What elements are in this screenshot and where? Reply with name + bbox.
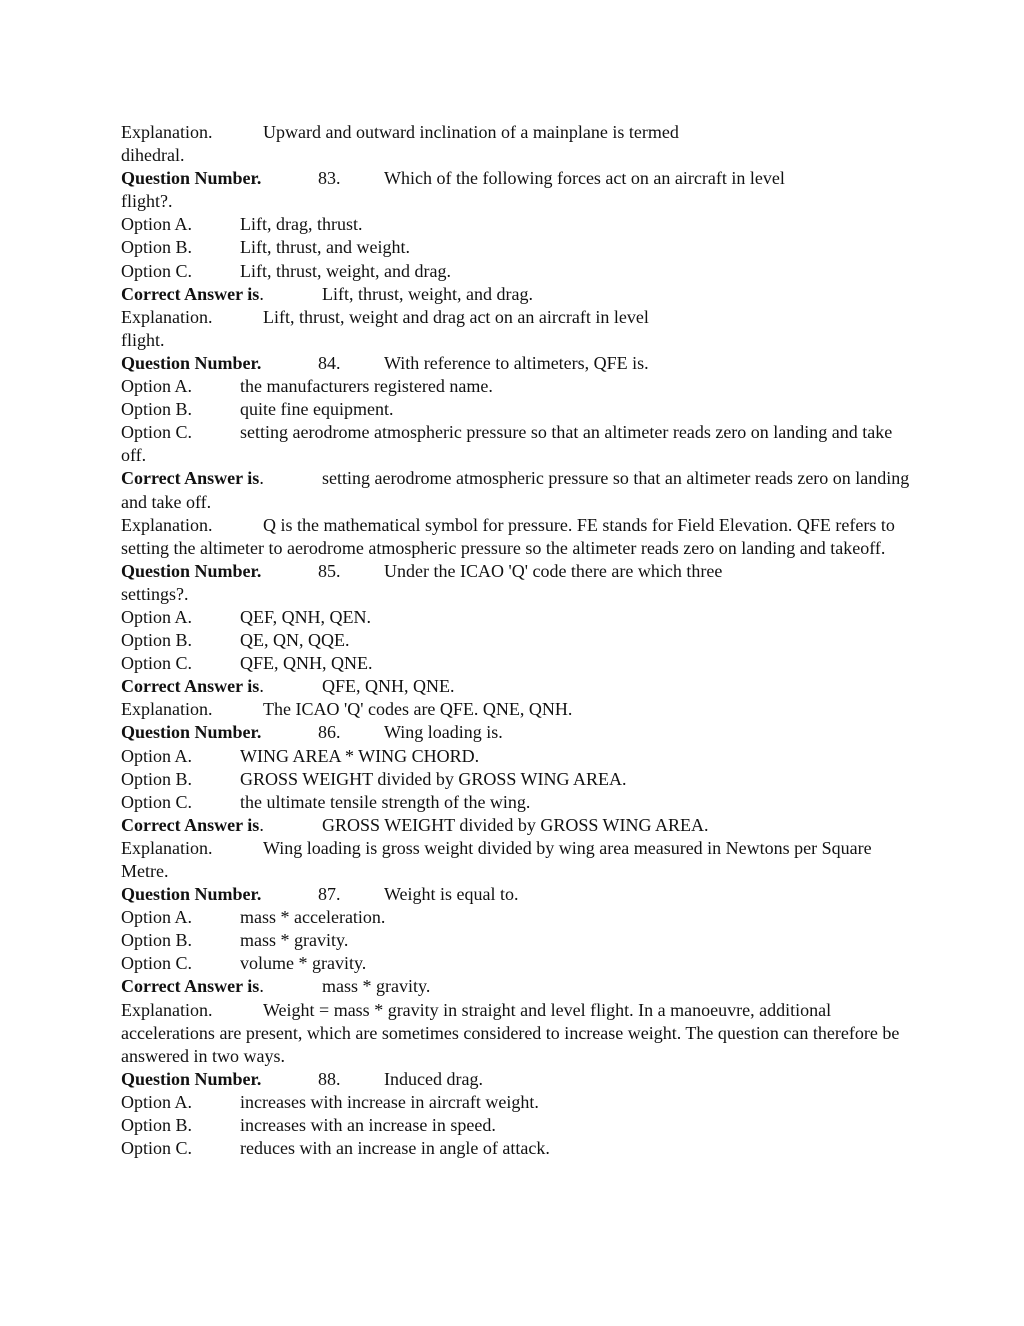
- option-b-text: QE, QN, QQE.: [240, 630, 350, 651]
- correct-answer-text: setting aerodrome atmospheric pressure so that an altimeter reads zero on landing and take off.: [121, 468, 910, 512]
- correct-answer-label: [121, 975, 322, 998]
- explanation-text: Wing loading is gross weight divided by wing area measured in Newtons per Square Metre.: [121, 837, 872, 881]
- question-text: Which of the following forces act on an aircraft in level: [384, 168, 785, 189]
- option-a-line: [121, 606, 911, 629]
- option-b-label: Option B.: [121, 630, 193, 651]
- question-number: 88.: [318, 1068, 341, 1089]
- option-c-line: [121, 952, 911, 975]
- question-text: Weight is equal to.: [384, 884, 519, 905]
- question-line: [121, 1068, 911, 1091]
- question-number-label: Question Number.: [121, 560, 262, 581]
- question-number: 84.: [318, 352, 341, 373]
- option-b-label: Option B.: [121, 399, 193, 420]
- explanation-text: Upward and outward inclination of a mainplane is termed: [263, 122, 679, 142]
- question-text: With reference to altimeters, QFE is.: [384, 352, 649, 373]
- explanation-continuation: dihedral.: [121, 145, 185, 166]
- option-b-line: [121, 768, 911, 791]
- option-a-text: WING AREA * WING CHORD.: [240, 745, 480, 766]
- option-b-text: Lift, thrust, and weight.: [240, 237, 410, 258]
- question-line: [121, 352, 911, 375]
- correct-answer-line: [121, 975, 911, 998]
- correct-answer-label-bold: Correct Answer is: [121, 676, 260, 697]
- question-number: 83.: [318, 168, 341, 189]
- option-c-text: the ultimate tensile strength of the wing.: [240, 791, 531, 812]
- explanation-line: [121, 999, 911, 1068]
- option-a-label: Option A.: [121, 907, 193, 928]
- option-c-label: Option C.: [121, 653, 193, 674]
- correct-answer-label: [121, 467, 322, 490]
- option-a-label: Option A.: [121, 606, 193, 627]
- option-b-line: [121, 929, 911, 952]
- option-c-line: [121, 1137, 911, 1160]
- question-number-label: Question Number.: [121, 722, 262, 743]
- question-text: Wing loading is.: [384, 722, 503, 743]
- question-line: [121, 560, 911, 583]
- correct-answer-text: Lift, thrust, weight, and drag.: [322, 283, 533, 304]
- explanation-label: Explanation.: [121, 837, 213, 858]
- explanation-label: Explanation.: [121, 122, 213, 142]
- explanation-line: [121, 837, 911, 883]
- option-c-label: Option C.: [121, 1138, 193, 1159]
- correct-answer-label-dot: .: [259, 676, 264, 697]
- explanation-text: Weight = mass * gravity in straight and level flight. In a manoeuvre, additional accelerations are present, which are sometimes considered to increase weight. The question can therefore be answered in two ways.: [121, 999, 900, 1066]
- correct-answer-line: [121, 283, 911, 306]
- option-c-label: Option C.: [121, 953, 193, 974]
- explanation-line: [121, 514, 911, 560]
- option-c-text: QFE, QNH, QNE.: [240, 653, 373, 674]
- explanation-label: Explanation.: [121, 699, 213, 720]
- question-number-label: Question Number.: [121, 1068, 262, 1089]
- explanation-label: Explanation.: [121, 999, 213, 1020]
- option-a-text: increases with increase in aircraft weight.: [240, 1091, 539, 1112]
- correct-answer-label: [121, 675, 322, 698]
- option-a-line: [121, 213, 911, 236]
- option-a-label: Option A.: [121, 376, 193, 397]
- correct-answer-text: QFE, QNH, QNE.: [322, 676, 455, 697]
- option-b-text: mass * gravity.: [240, 930, 349, 951]
- question-text: Induced drag.: [384, 1068, 483, 1089]
- question-text: Under the ICAO 'Q' code there are which three: [384, 560, 723, 581]
- explanation-text: Lift, thrust, weight and drag act on an aircraft in level: [263, 306, 649, 327]
- option-b-line: [121, 236, 911, 259]
- question-number-label: Question Number.: [121, 352, 262, 373]
- correct-answer-label-bold: Correct Answer is: [121, 814, 260, 835]
- document-page: [121, 121, 911, 1160]
- explanation-line: [121, 306, 911, 329]
- explanation-line: [121, 698, 911, 721]
- correct-answer-label-dot: .: [259, 814, 264, 835]
- option-a-line: [121, 906, 911, 929]
- question-number-label: Question Number.: [121, 168, 262, 189]
- explanation-line: [121, 121, 911, 144]
- option-a-label: Option A.: [121, 745, 193, 766]
- option-a-label: Option A.: [121, 1091, 193, 1112]
- explanation-label: Explanation.: [121, 306, 213, 327]
- option-b-line: [121, 398, 911, 421]
- option-b-text: GROSS WEIGHT divided by GROSS WING AREA.: [240, 768, 627, 789]
- option-c-label: Option C.: [121, 791, 193, 812]
- option-a-text: mass * acceleration.: [240, 907, 386, 928]
- correct-answer-label: [121, 814, 322, 837]
- option-c-line: [121, 791, 911, 814]
- option-a-label: Option A.: [121, 214, 193, 235]
- question-number-label: Question Number.: [121, 884, 262, 905]
- explanation-continuation: flight.: [121, 329, 165, 350]
- option-b-text: quite fine equipment.: [240, 399, 394, 420]
- explanation-text: The ICAO 'Q' codes are QFE. QNE, QNH.: [263, 699, 573, 720]
- explanation-label: Explanation.: [121, 514, 213, 535]
- option-a-text: QEF, QNH, QEN.: [240, 606, 372, 627]
- option-b-text: increases with an increase in speed.: [240, 1115, 496, 1136]
- option-c-label: Option C.: [121, 260, 193, 281]
- correct-answer-line: [121, 467, 911, 513]
- option-b-label: Option B.: [121, 1115, 193, 1136]
- option-b-line: [121, 629, 911, 652]
- correct-answer-line: [121, 675, 911, 698]
- option-a-line: [121, 745, 911, 768]
- option-c-line: [121, 421, 911, 467]
- option-c-line: [121, 652, 911, 675]
- option-a-text: the manufacturers registered name.: [240, 376, 493, 397]
- option-c-line: [121, 260, 911, 283]
- option-a-line: [121, 1091, 911, 1114]
- option-a-line: [121, 375, 911, 398]
- correct-answer-text: GROSS WEIGHT divided by GROSS WING AREA.: [322, 814, 709, 835]
- correct-answer-label-dot: .: [259, 976, 264, 997]
- option-b-label: Option B.: [121, 237, 193, 258]
- option-b-label: Option B.: [121, 930, 193, 951]
- question-line: [121, 167, 911, 190]
- correct-answer-label-bold: Correct Answer is: [121, 976, 260, 997]
- correct-answer-label-bold: Correct Answer is: [121, 283, 260, 304]
- option-c-text: reduces with an increase in angle of attack.: [240, 1138, 550, 1159]
- question-line: [121, 883, 911, 906]
- question-number: 86.: [318, 722, 341, 743]
- correct-answer-label-dot: .: [259, 283, 264, 304]
- correct-answer-label-dot: .: [259, 468, 264, 489]
- option-a-text: Lift, drag, thrust.: [240, 214, 363, 235]
- correct-answer-text: mass * gravity.: [322, 976, 431, 997]
- question-text-continuation: flight?.: [121, 191, 173, 212]
- option-b-line: [121, 1114, 911, 1137]
- option-b-label: Option B.: [121, 768, 193, 789]
- correct-answer-label-bold: Correct Answer is: [121, 468, 260, 489]
- option-c-text: volume * gravity.: [240, 953, 367, 974]
- option-c-text: setting aerodrome atmospheric pressure so that an altimeter reads zero on landing and take off.: [121, 422, 893, 466]
- question-line: [121, 721, 911, 744]
- option-c-text: Lift, thrust, weight, and drag.: [240, 260, 451, 281]
- correct-answer-line: [121, 814, 911, 837]
- question-text-continuation: settings?.: [121, 583, 189, 604]
- question-number: 87.: [318, 884, 341, 905]
- correct-answer-label: [121, 283, 322, 306]
- option-c-label: Option C.: [121, 422, 193, 443]
- explanation-text: Q is the mathematical symbol for pressure. FE stands for Field Elevation. QFE refers to setting the altimeter to aerodrome atmospheric pressure so the altimeter reads zero on landing and takeoff.: [121, 514, 895, 558]
- question-number: 85.: [318, 560, 341, 581]
